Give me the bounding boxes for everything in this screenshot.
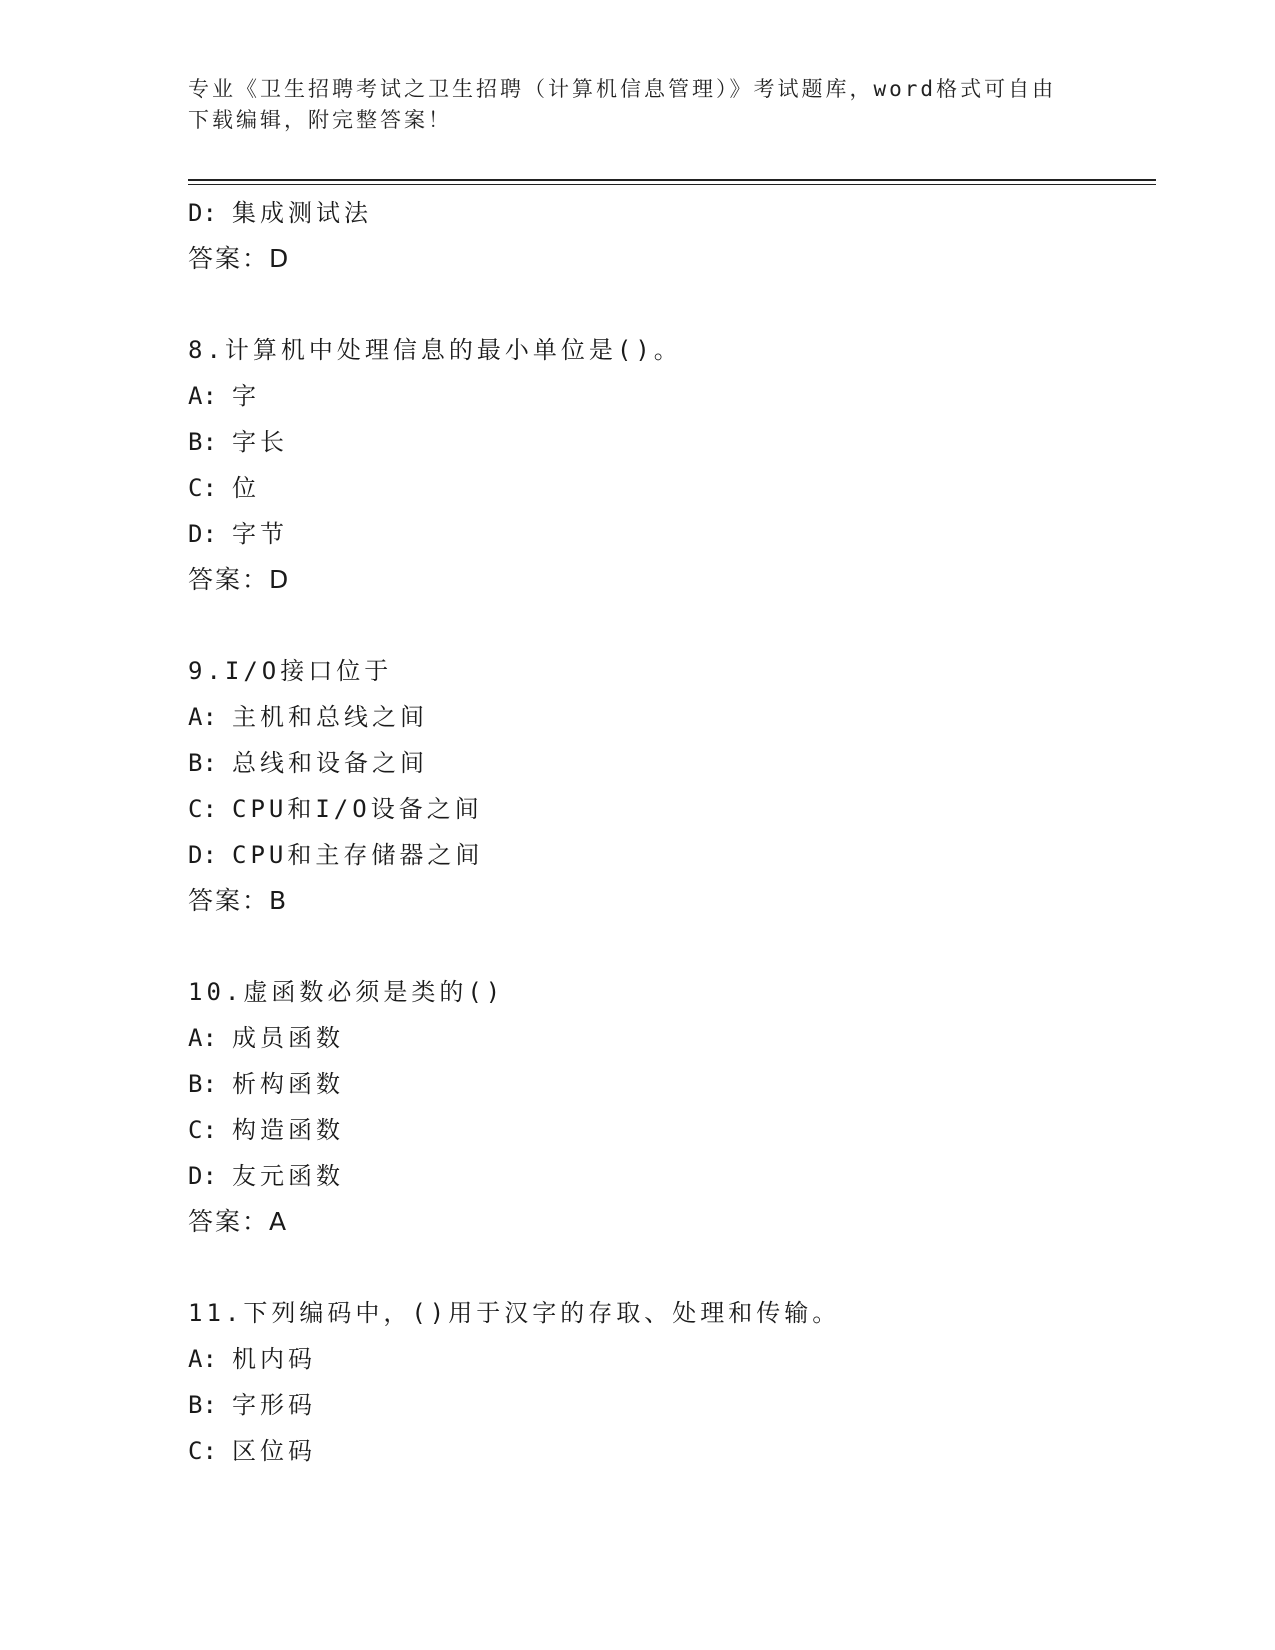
option-letter: A:: [188, 703, 217, 731]
question-gap: [188, 1245, 1156, 1290]
answer-q7: 答案：D: [188, 244, 291, 273]
option-text: 机内码: [232, 1345, 316, 1373]
option-c-q10: [188, 1107, 1156, 1153]
option-d-q8: [188, 511, 1156, 557]
option-b-q10: [188, 1061, 1156, 1107]
option-d-q9: [188, 832, 1156, 878]
option-letter: A:: [188, 1345, 217, 1373]
answer-q10: 答案：A: [188, 1207, 289, 1236]
option-b-q9: [188, 740, 1156, 786]
option-d-q7: [188, 190, 1156, 236]
option-text: 集成测试法: [232, 199, 372, 227]
option-text: CPU和I/O设备之间: [232, 795, 483, 823]
option-letter: A:: [188, 382, 217, 410]
option-letter: D:: [188, 841, 217, 869]
answer-q8: 答案：D: [188, 565, 291, 594]
option-letter: B:: [188, 749, 217, 777]
option-text: CPU和主存储器之间: [232, 841, 484, 869]
option-text: 构造函数: [232, 1116, 344, 1144]
option-a-q9: [188, 694, 1156, 740]
option-text: 字形码: [232, 1391, 316, 1419]
header-divider-thick: [188, 179, 1156, 181]
option-text: 区位码: [232, 1437, 316, 1465]
option-text: 位: [232, 474, 260, 502]
option-letter: C:: [188, 1116, 217, 1144]
option-letter: C:: [188, 795, 217, 823]
answer-q9: 答案：B: [188, 886, 289, 915]
question-stem-9: 9.I/O接口位于: [188, 657, 393, 685]
document-header: 专业《卫生招聘考试之卫生招聘（计算机信息管理）》考试题库，word格式可自由下载编辑，附完整答案！: [188, 77, 1057, 132]
question-stem-11: 11.下列编码中，()用于汉字的存取、处理和传输。: [188, 1299, 841, 1327]
option-letter: A:: [188, 1024, 217, 1052]
option-a-q8: [188, 373, 1156, 419]
option-letter: B:: [188, 1391, 217, 1419]
option-letter: B:: [188, 1070, 217, 1098]
option-letter: D:: [188, 520, 217, 548]
option-text: 字长: [232, 428, 288, 456]
option-c-q8: [188, 465, 1156, 511]
question-stem-10: 10.虚函数必须是类的(): [188, 978, 505, 1006]
option-a-q10: [188, 1015, 1156, 1061]
question-gap: [188, 282, 1156, 327]
option-letter: D:: [188, 1162, 217, 1190]
option-letter: C:: [188, 474, 217, 502]
option-text: 主机和总线之间: [232, 703, 428, 731]
option-letter: D:: [188, 199, 217, 227]
option-a-q11: [188, 1336, 1156, 1382]
option-letter: C:: [188, 1437, 217, 1465]
option-b-q11: [188, 1382, 1156, 1428]
option-text: 字节: [232, 520, 288, 548]
option-c-q9: [188, 786, 1156, 832]
option-text: 友元函数: [232, 1162, 344, 1190]
option-text: 成员函数: [232, 1024, 344, 1052]
header-divider-thin: [188, 184, 1156, 185]
option-text: 字: [232, 382, 260, 410]
question-gap: [188, 924, 1156, 969]
question-gap: [188, 603, 1156, 648]
option-d-q10: [188, 1153, 1156, 1199]
option-c-q11: [188, 1428, 1156, 1474]
question-stem-8: 8.计算机中处理信息的最小单位是()。: [188, 336, 682, 364]
option-text: 析构函数: [232, 1070, 344, 1098]
option-letter: B:: [188, 428, 217, 456]
option-text: 总线和设备之间: [232, 749, 428, 777]
option-b-q8: [188, 419, 1156, 465]
question-list: [188, 190, 1156, 1474]
